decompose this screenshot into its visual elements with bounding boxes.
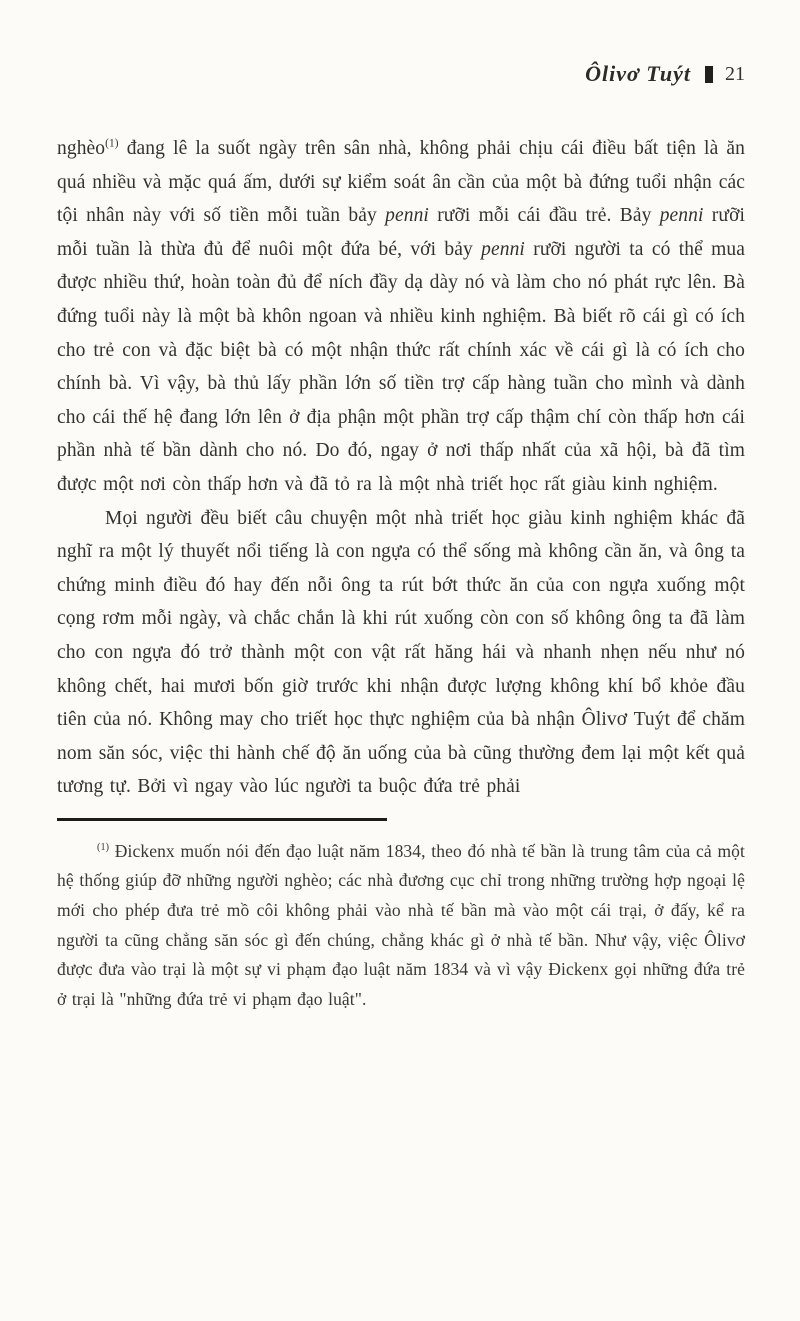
- page-number: 21: [725, 62, 745, 85]
- running-title: Ôlivơ Tuýt: [585, 61, 691, 86]
- paragraph: [57, 837, 745, 1015]
- text-segment: penni: [659, 205, 704, 227]
- footnote: [57, 837, 745, 1015]
- paragraph: [57, 502, 745, 804]
- text-segment: rưỡi mỗi cái đầu trẻ. Bảy: [428, 205, 660, 227]
- text-segment: penni: [481, 238, 525, 260]
- body-text: [57, 132, 745, 804]
- text-segment: đang lê la suốt ngày trên sân nhà, không phải chịu cái điều bất tiện là ăn quá nhiều và mặc quá ấm, dưới sự kiểm soát ân cần của một bà đứng tuổi nhận các tội nhân này với số tiền mỗi tuần bảy: [57, 138, 745, 227]
- paragraph: [57, 132, 745, 502]
- header-divider-bar: [705, 66, 713, 83]
- text-segment: rưỡi mỗi tuần là thừa đủ để nuôi một đứa bé, với bảy: [57, 205, 745, 260]
- footnote-reference: (1): [105, 137, 119, 150]
- text-segment: nghèo: [57, 138, 106, 159]
- text-segment: penni: [385, 205, 429, 227]
- footnote-reference: (1): [97, 842, 110, 854]
- text-segment: rưỡi người ta có thể mua được nhiều thứ, hoàn toàn đủ để ních đầy dạ dày nó và làm cho nó phát rực lên. Bà đứng tuổi này là một bà khôn ngoan và nhiều kinh nghiệm. Bà biết rõ cái gì có ích cho trẻ con và đặc biệt bà có một nhận thức rất chính xác về cái gì là có ích cho chính bà. Vì vậy, bà thủ lấy phần lớn số tiền trợ cấp hàng tuần cho mình và dành cho cái thế hệ đang lớn lên ở địa phận một phần trợ cấp thậm chí còn thấp hơn cái phần nhà tế bần dành cho nó. Do đó, ngay ở nơi thấp nhất của xã hội, bà đã tìm được một nơi còn thấp hơn và đã tỏ ra là một nhà triết học rất giàu kinh nghiệm.: [57, 238, 745, 495]
- page-header: [57, 60, 745, 88]
- footnote-separator: [57, 818, 387, 821]
- text-segment: Đickenx muốn nói đến đạo luật năm 1834, theo đó nhà tế bần là trung tâm của cả một hệ thống giúp đỡ những người nghèo; các nhà đương cục chỉ trong những trường hợp ngoại lệ mới cho phép đưa trẻ mồ côi không phải vào nhà tế bần mà vào một cái trại, ở đấy, kể ra người ta cũng chẳng săn sóc gì đến chúng, chẳng khác gì ở nhà tế bần. Như vậy, việc Ôlivơ được đưa vào trại là một sự vi phạm đạo luật năm 1834 và vì vậy Đickenx gọi những đứa trẻ ở trại là "những đứa trẻ vi phạm đạo luật".: [57, 840, 745, 1009]
- text-segment: Mọi người đều biết câu chuyện một nhà triết học giàu kinh nghiệm khác đã nghĩ ra một lý thuyết nổi tiếng là con ngựa có thể sống mà không cần ăn, và ông ta chứng minh điều đó hay đến nỗi ông ta rút bớt thức ăn của con ngựa xuống một cọng rơm mỗi ngày, và chắc chắn là khi rút xuống còn con số không ông ta đã làm cho con ngựa đó trở thành một con vật rất hăng hái và nhanh nhẹn nếu như nó không chết, hai mươi bốn giờ trước khi nhận được lượng không khí bổ khỏe đầu tiên của nó. Không may cho triết học thực nghiệm của bà nhận Ôlivơ Tuýt để chăm nom săn sóc, việc thi hành chế độ ăn uống của bà cũng thường đem lại một kết quả tương tự. Bởi vì ngay vào lúc người ta buộc đứa trẻ phải: [57, 507, 745, 798]
